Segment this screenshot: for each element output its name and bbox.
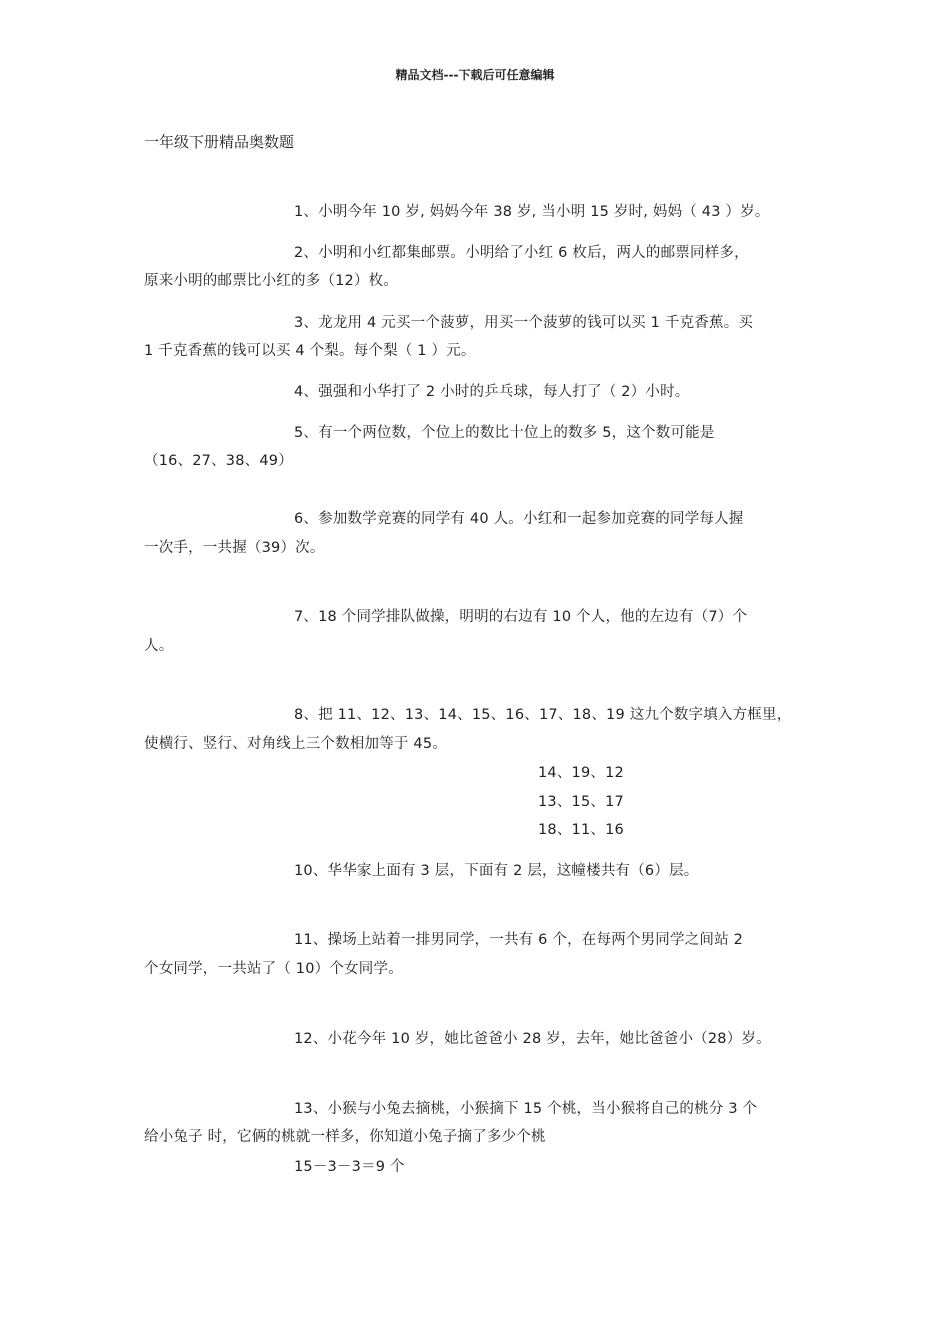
question-11-line-2: 个女同学，一共站了（ 10）个女同学。 — [144, 961, 403, 977]
question-6-line-2: 一次手，一共握（39）次。 — [144, 540, 325, 556]
question-8-line-1: 8、把 11、12、13、14、15、16、17、18、19 这九个数字填入方框里， — [294, 707, 792, 723]
question-11-line-1: 11、操场上站着一排男同学，一共有 6 个，在每两个男同学之间站 2 — [294, 932, 744, 948]
question-12: 12、小花今年 10 岁，她比爸爸小 28 岁，去年，她比爸爸小（28）岁。 — [294, 1031, 771, 1047]
magic-square-row-1: 14、19、12 — [538, 765, 624, 781]
page-title: 一年级下册精品奥数题 — [144, 133, 295, 151]
question-7-line-2: 人。 — [144, 638, 174, 654]
question-2-line-1: 2、小明和小红都集邮票。小明给了小红 6 枚后，两人的邮票同样多， — [294, 245, 749, 261]
question-13-answer: 15－3－3＝9 个 — [294, 1159, 405, 1175]
page-header: 精品文档---下载后可任意编辑 — [395, 68, 555, 82]
question-7-line-1: 7、18 个同学排队做操，明明的右边有 10 个人，他的左边有（7）个 — [294, 609, 748, 625]
question-3-line-2: 1 千克香蕉的钱可以买 4 个梨。每个梨（ 1 ）元。 — [144, 343, 476, 359]
question-3-line-1: 3、龙龙用 4 元买一个菠萝，用买一个菠萝的钱可以买 1 千克香蕉。买 — [294, 315, 754, 331]
question-4: 4、强强和小华打了 2 小时的乒乓球，每人打了（ 2）小时。 — [294, 384, 690, 400]
question-6-line-1: 6、参加数学竞赛的同学有 40 人。小红和一起参加竞赛的同学每人握 — [294, 511, 744, 527]
magic-square-row-2: 13、15、17 — [538, 794, 624, 810]
magic-square-row-3: 18、11、16 — [538, 822, 624, 838]
question-5-line-2: （16、27、38、49） — [144, 453, 293, 469]
question-13-line-1: 13、小猴与小兔去摘桃，小猴摘下 15 个桃，当小猴将自己的桃分 3 个 — [294, 1101, 758, 1117]
question-8-line-2: 使横行、竖行、对角线上三个数相加等于 45。 — [144, 736, 447, 752]
question-2-line-2: 原来小明的邮票比小红的多（12）枚。 — [144, 273, 399, 289]
question-1: 1、小明今年 10 岁, 妈妈今年 38 岁, 当小明 15 岁时, 妈妈（ 43 ）岁。 — [294, 204, 770, 220]
question-10: 10、华华家上面有 3 层，下面有 2 层，这幢楼共有（6）层。 — [294, 863, 699, 879]
question-13-line-2: 给小兔子 时，它俩的桃就一样多，你知道小兔子摘了多少个桃 — [144, 1129, 546, 1145]
question-5-line-1: 5、有一个两位数，个位上的数比十位上的数多 5，这个数可能是 — [294, 425, 715, 441]
